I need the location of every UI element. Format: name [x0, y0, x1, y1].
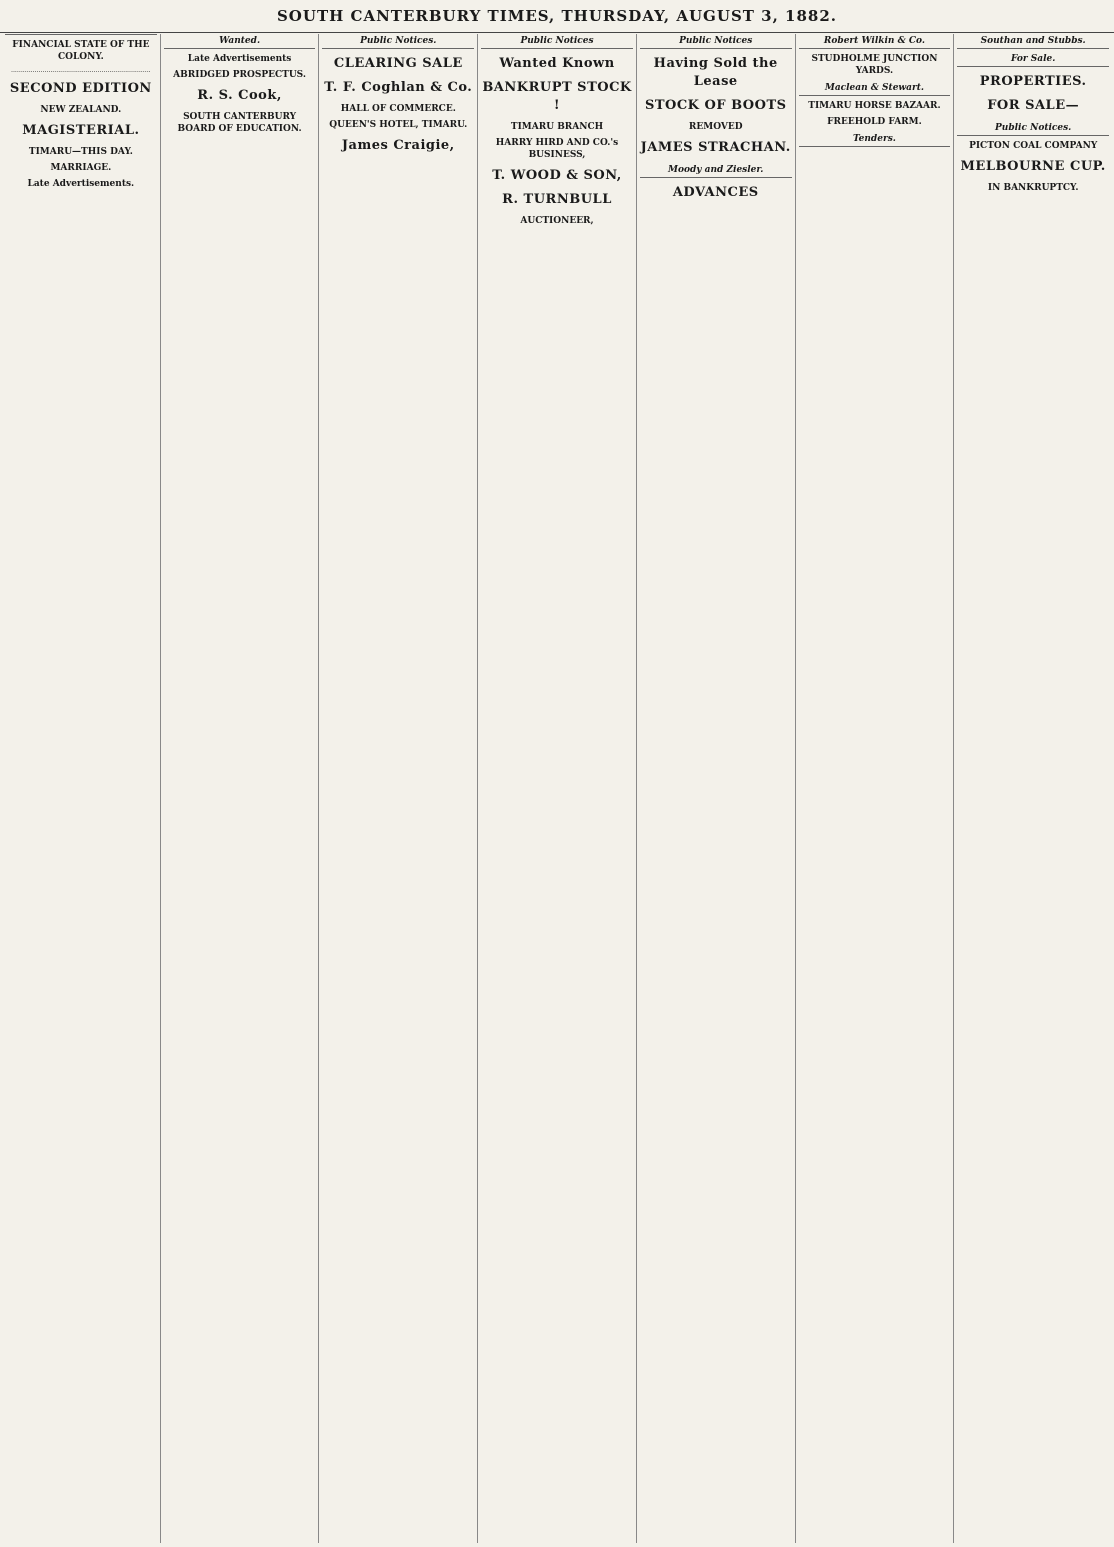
column-title: SECOND EDITION: [9, 81, 152, 97]
column-head: Maclean & Stewart.: [799, 81, 951, 96]
column-3: [318, 34, 477, 1543]
column-head: Public Notices.: [957, 121, 1109, 136]
column-title: ADVANCES: [672, 185, 759, 200]
column-title: NEW ZEALAND.: [40, 105, 122, 116]
column-head: Public Notices: [481, 34, 633, 49]
column-title: MAGISTERIAL.: [22, 123, 140, 139]
column-title: JAMES STRACHAN.: [640, 140, 791, 155]
column-title: TIMARU—THIS DAY.: [28, 147, 133, 158]
column-title: AUCTIONEER,: [520, 216, 594, 226]
column-title: HALL OF COMMERCE.: [340, 104, 456, 114]
column-title: STUDHOLME JUNCTION YARDS.: [811, 54, 938, 76]
column-title: R. S. Cook,: [197, 88, 282, 103]
column-head: Southan and Stubbs.: [957, 34, 1109, 49]
masthead: SOUTH CANTERBURY TIMES, THURSDAY, AUGUST 3, 1882.: [0, 0, 1114, 33]
column-title: Late Advertisements: [187, 54, 292, 64]
column-head: Public Notices: [640, 34, 792, 49]
column-head: Public Notices.: [322, 34, 474, 49]
column-head: Robert Wilkin & Co.: [799, 34, 951, 49]
column-title: PROPERTIES.: [979, 74, 1087, 89]
column-head: Moody and Ziesler.: [640, 163, 792, 178]
column-title: IN BANKRUPTCY.: [987, 183, 1079, 193]
column-4: [477, 34, 636, 1543]
column-7: [953, 34, 1112, 1543]
column-title: TIMARU BRANCH: [510, 122, 604, 132]
column-title: FOR SALE—: [987, 98, 1080, 113]
column-title: Wanted Known: [499, 56, 615, 71]
column-title: FREEHOLD FARM.: [827, 117, 922, 127]
column-title: SOUTH CANTERBURY BOARD OF EDUCATION.: [177, 112, 302, 134]
column-title: T. F. Coghlan & Co.: [324, 80, 473, 95]
column-title: PICTON COAL COMPANY: [969, 141, 1098, 151]
column-head: Tenders.: [799, 132, 951, 147]
column-title: QUEEN'S HOTEL, TIMARU.: [329, 120, 468, 130]
column-title: BANKRUPT STOCK !: [482, 80, 632, 113]
column-title: CLEARING SALE: [333, 56, 463, 71]
column-title: STOCK OF BOOTS: [644, 98, 787, 113]
columns: [2, 34, 1112, 1543]
column-6: [795, 34, 954, 1543]
column-title: R. TURNBULL: [502, 192, 612, 207]
column-title: HARRY HIRD AND CO.'s BUSINESS,: [495, 138, 619, 160]
column-title: Late Advertisements.: [27, 179, 135, 190]
column-title: Having Sold the Lease: [653, 56, 778, 89]
column-1: [2, 34, 160, 1543]
column-title: FINANCIAL STATE OF THE COLONY.: [12, 40, 150, 62]
column-title: MARRIAGE.: [50, 163, 112, 174]
column-title: REMOVED: [688, 122, 743, 132]
body-text: .......................................................................: [11, 67, 151, 74]
column-5: [636, 34, 795, 1543]
column-head: For Sale.: [957, 52, 1109, 67]
column-title: MELBOURNE CUP.: [960, 159, 1106, 174]
column-title: T. WOOD & SON,: [492, 168, 622, 183]
column-head: [5, 34, 157, 35]
column-head: Wanted.: [164, 34, 316, 49]
column-title: James Craigie,: [341, 138, 455, 153]
column-2: [160, 34, 319, 1543]
column-title: TIMARU HORSE BAZAAR.: [808, 101, 941, 111]
column-title: ABRIDGED PROSPECTUS.: [173, 70, 306, 80]
